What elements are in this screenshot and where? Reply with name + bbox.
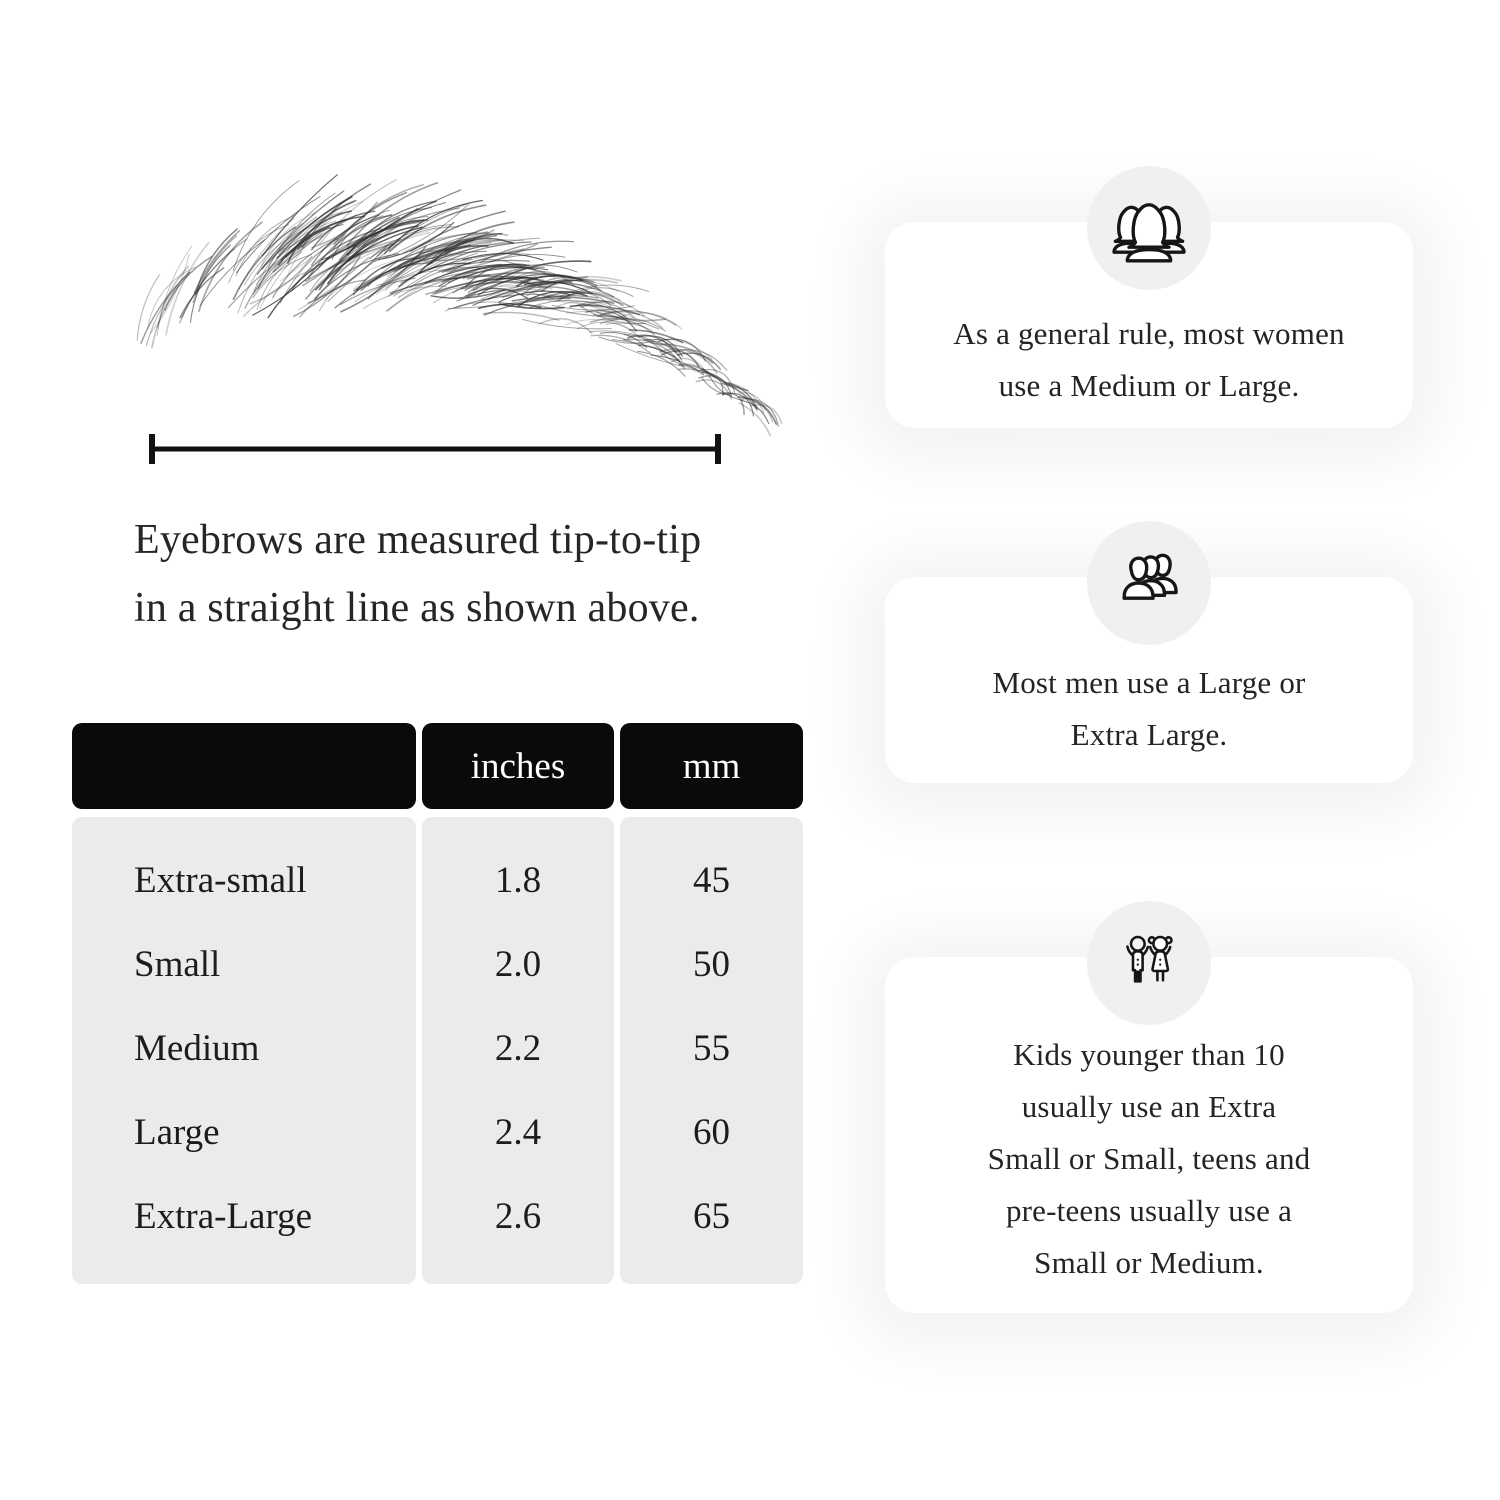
girl-head bbox=[1153, 937, 1167, 951]
kids-text-line-4: pre-teens usually use a bbox=[1005, 1193, 1293, 1228]
man-figure-front bbox=[1131, 558, 1147, 580]
size-table-cell-size-0: Extra-small bbox=[134, 859, 307, 901]
eyebrow-sketch-illustration bbox=[100, 225, 800, 425]
women-icon-circle bbox=[1087, 166, 1211, 290]
measure-caption-line-1: Eyebrows are measured tip-to-tip bbox=[134, 517, 702, 563]
women-text-line-2: use a Medium or Large. bbox=[998, 368, 1300, 403]
kids-text-line-1: Kids younger than 10 bbox=[1013, 1037, 1285, 1072]
girl-figure bbox=[1149, 937, 1172, 980]
women-recommendation-text bbox=[885, 308, 1413, 412]
boy-head bbox=[1131, 937, 1145, 951]
size-table-cell-size-1: Small bbox=[134, 943, 221, 985]
men-text-line-1: Most men use a Large or bbox=[992, 665, 1306, 700]
measure-caption-line-2: in a straight line as shown above. bbox=[134, 585, 700, 631]
measure-caption bbox=[134, 506, 774, 642]
size-table-cell-mm-2: 55 bbox=[693, 1027, 730, 1069]
men-text-line-2: Extra Large. bbox=[1070, 717, 1228, 752]
women-recommendation-card bbox=[885, 222, 1413, 428]
men-icon-circle bbox=[1087, 521, 1211, 645]
girl-dress bbox=[1152, 951, 1167, 971]
men-recommendation-text bbox=[885, 657, 1413, 761]
size-table-cell-inches-3: 2.4 bbox=[494, 1111, 542, 1153]
size-table-cell-inches-2: 2.2 bbox=[494, 1027, 542, 1069]
size-table-cell-inches-4: 2.6 bbox=[494, 1195, 542, 1237]
kids-recommendation-text bbox=[885, 1029, 1413, 1289]
measure-line bbox=[148, 432, 722, 466]
size-table-header-size bbox=[72, 723, 416, 809]
size-table-cell-mm-4: 65 bbox=[693, 1195, 730, 1237]
kids-icon-circle bbox=[1087, 901, 1211, 1025]
kids-icon bbox=[1109, 923, 1189, 1003]
size-table-column-size bbox=[72, 817, 416, 1284]
size-table-cell-mm-1: 50 bbox=[693, 943, 730, 985]
size-table bbox=[72, 723, 803, 1284]
men-recommendation-card bbox=[885, 577, 1413, 783]
kids-text-line-2: usually use an Extra bbox=[1021, 1089, 1277, 1124]
size-table-cell-mm-3: 60 bbox=[693, 1111, 730, 1153]
women-text-line-1: As a general rule, most women bbox=[953, 316, 1345, 351]
size-table-column-inches bbox=[422, 817, 614, 1284]
men-group-icon bbox=[1109, 543, 1189, 623]
size-table-header-inches: inches bbox=[422, 723, 614, 809]
women-group-icon bbox=[1109, 188, 1189, 268]
size-table-cell-size-4: Extra-Large bbox=[134, 1195, 313, 1237]
size-table-cell-size-3: Large bbox=[134, 1111, 220, 1153]
size-table-cell-inches-1: 2.0 bbox=[494, 943, 542, 985]
boy-body bbox=[1133, 951, 1143, 981]
size-table-cell-size-2: Medium bbox=[134, 1027, 260, 1069]
size-table-cell-inches-0: 1.8 bbox=[494, 859, 542, 901]
size-table-cell-mm-0: 45 bbox=[693, 859, 730, 901]
size-table-column-mm bbox=[620, 817, 803, 1284]
kids-text-line-3: Small or Small, teens and bbox=[987, 1141, 1311, 1176]
girl-legs bbox=[1157, 971, 1163, 980]
size-table-header-mm: mm bbox=[620, 723, 803, 809]
boy-figure bbox=[1127, 937, 1147, 981]
kids-text-line-5: Small or Medium. bbox=[1034, 1245, 1264, 1280]
kids-recommendation-card bbox=[885, 957, 1413, 1313]
